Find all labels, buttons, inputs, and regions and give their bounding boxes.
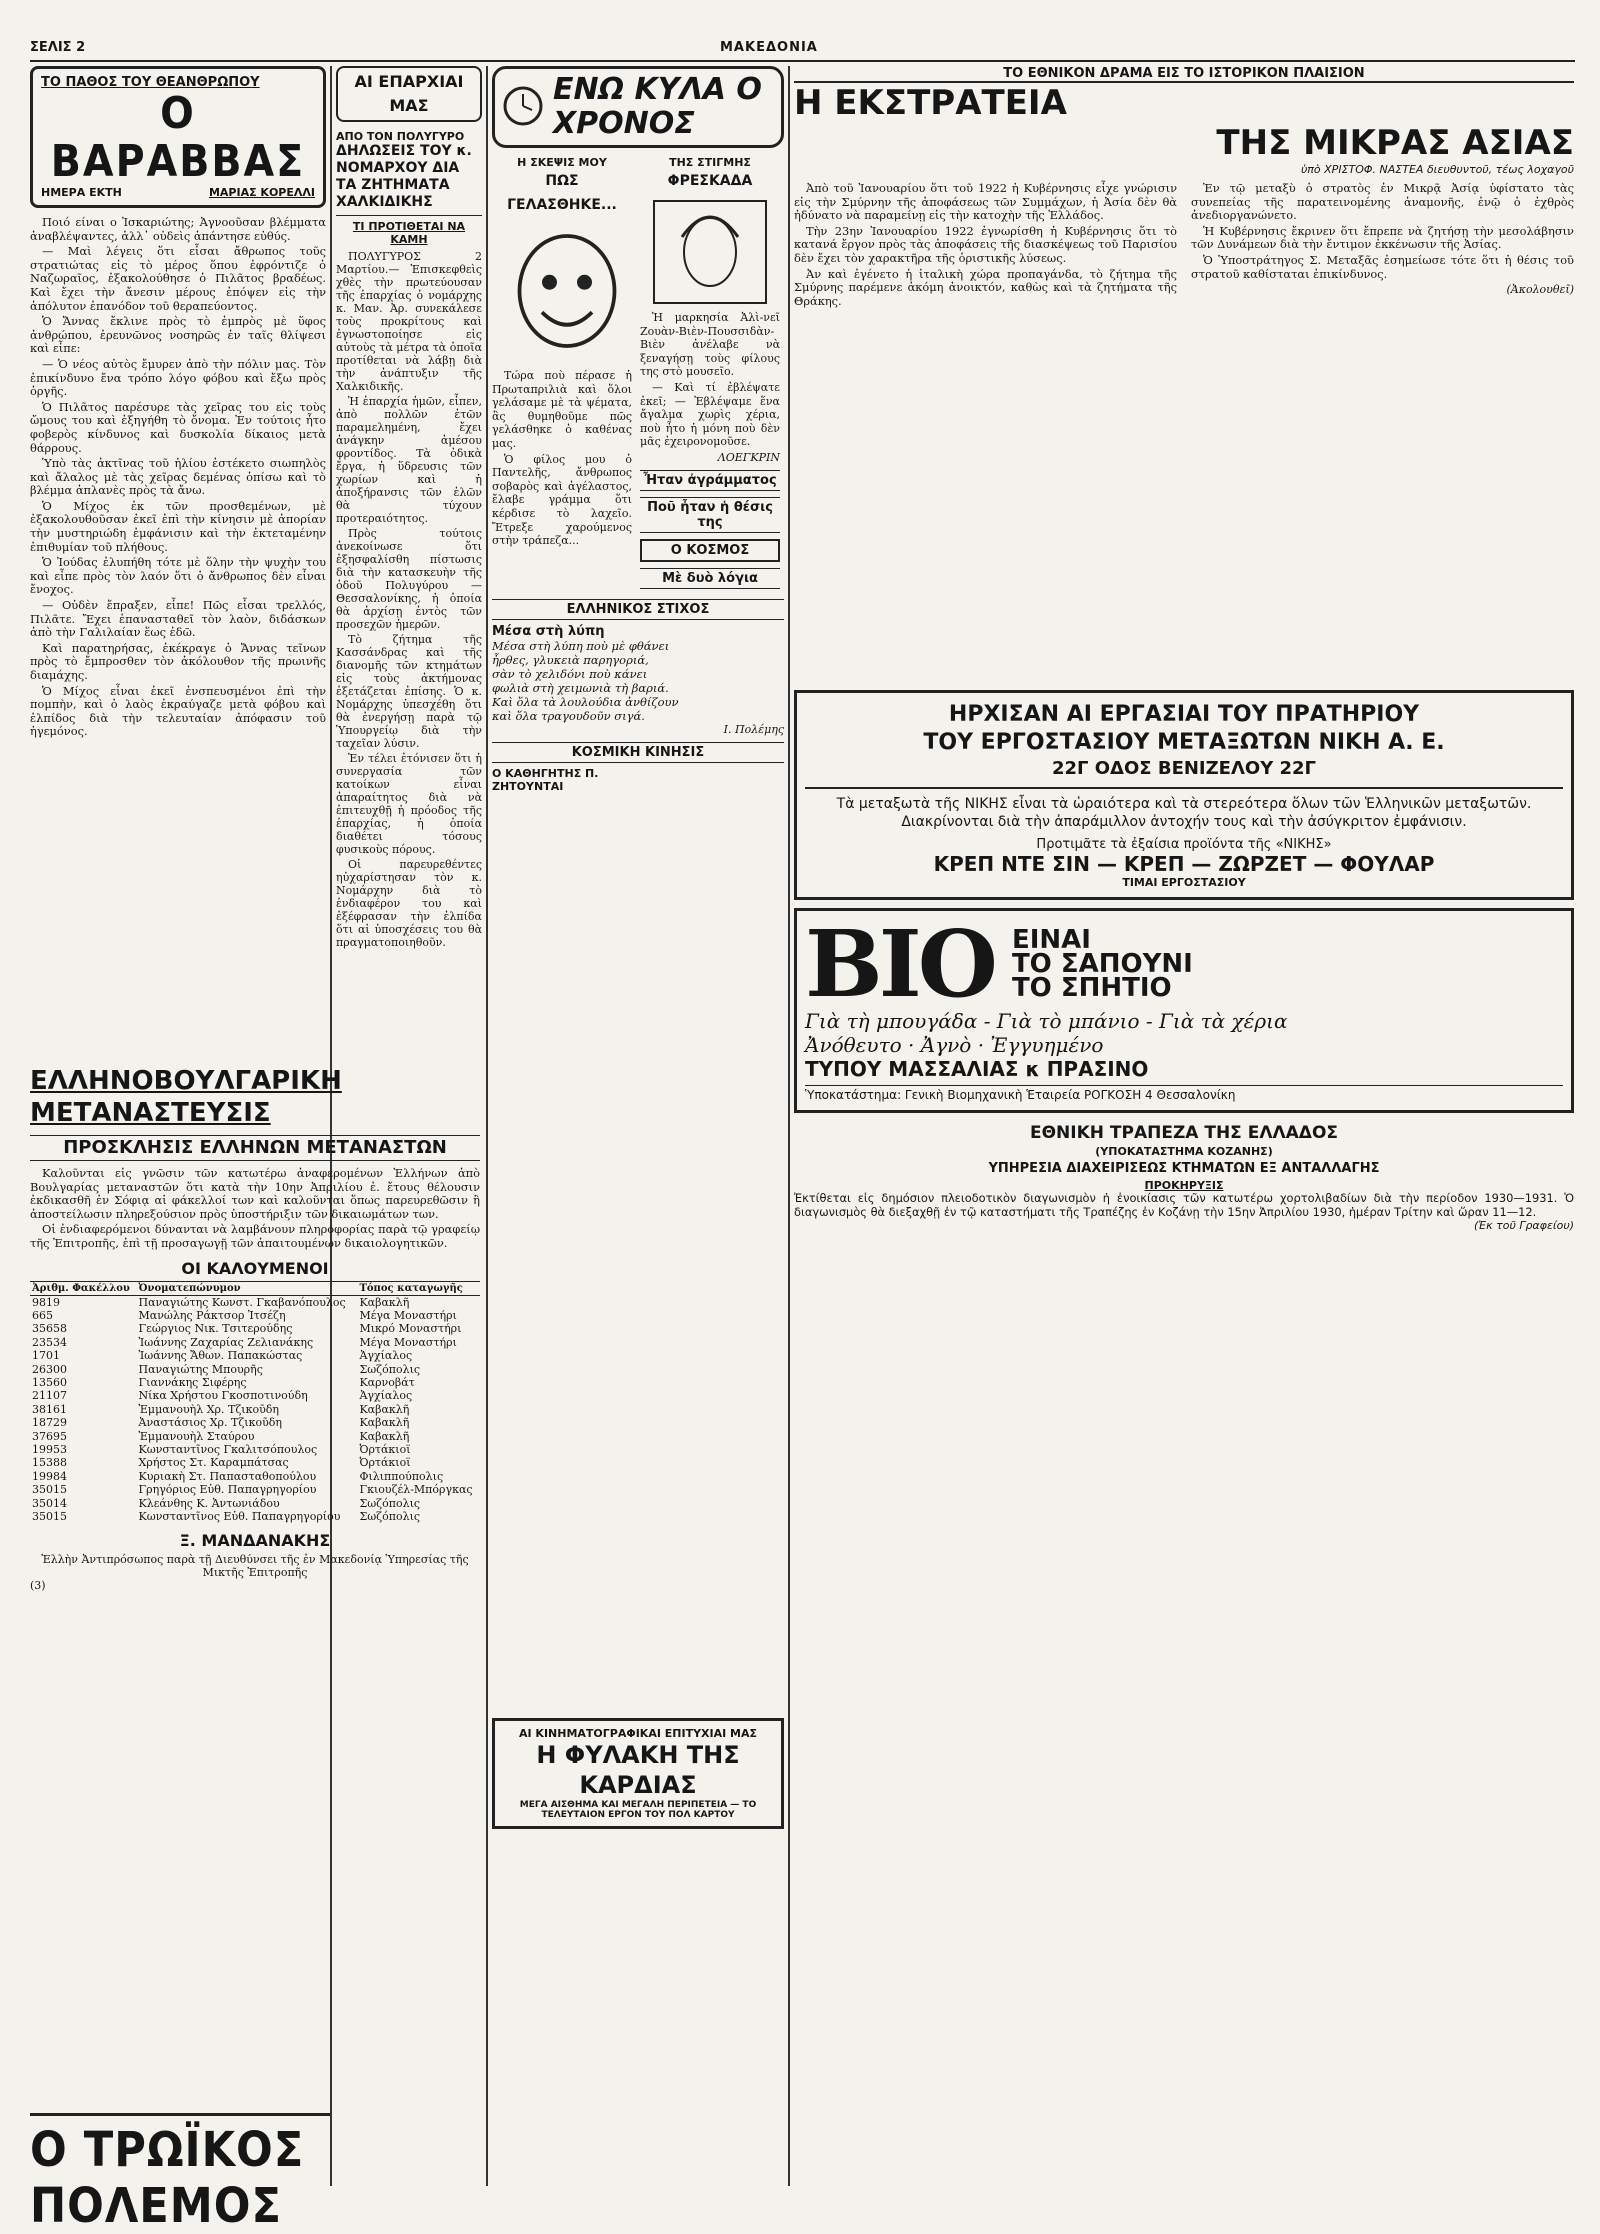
asia-kicker: ΤΟ ΕΘΝΙΚΟΝ ΔΡΑΜΑ ΕΙΣ ΤΟ ΙΣΤΟΡΙΚΟΝ ΠΛΑΙΣΙΟΝ bbox=[794, 66, 1574, 83]
table-cell: 19984 bbox=[32, 1469, 67, 1483]
table-cell: Ἀγχίαλος bbox=[359, 1389, 413, 1403]
table-cell: Ἀγχίαλος bbox=[359, 1349, 413, 1363]
table-cell: 23534 bbox=[32, 1335, 67, 1349]
table-row bbox=[30, 1295, 480, 1309]
table-row bbox=[30, 1456, 480, 1469]
barabbas-article bbox=[30, 216, 326, 1166]
niki-ad-line-1: ΗΡΧΙΣΑΝ ΑΙ ΕΡΓΑΣΙΑΙ ΤΟΥ ΠΡΑΤΗΡΙΟΥ bbox=[948, 702, 1420, 727]
moment-column bbox=[640, 156, 780, 593]
table-row bbox=[30, 1309, 480, 1322]
provinces-from: ΑΠΟ ΤΟΝ ΠΟΛΥΓΥΡΟ bbox=[336, 130, 465, 143]
barabbas-meta bbox=[41, 186, 315, 199]
paragraph: Ἡ ἐπαρχία ἡμῶν, εἶπεν, ἀπὸ πολλῶν ἐτῶν παραμελημένη, ἔχει ἀνάγκην ἀμέσου φροντίδος. Τὰ ὁδικὰ ἔργα, ἡ ὕδρευσις τῶν χωρίων καὶ ἡ ἀποξήρανσις τῶν ἑλῶν θὰ τύχουν προτεραιότητος. bbox=[336, 395, 482, 525]
migration-body bbox=[30, 1167, 480, 1251]
table-cell: Μέγα Μοναστήρι bbox=[359, 1335, 457, 1349]
niki-ad-text: Τὰ μεταξωτὰ τῆς ΝΙΚΗΣ εἶναι τὰ ὡραιότερα καὶ τὰ στερεότερα ὅλων τῶν Ἑλληνικῶν μεταξωτῶν. Διακρίνονται διὰ τὴν ἀπαράμιλλον ἀντοχήν τους καὶ τὴν ἀσύγκριτον ἐμφάνισιν. bbox=[805, 787, 1563, 831]
table-cell: Παναγιώτης Κωνστ. Γκαβανόπουλος bbox=[138, 1295, 346, 1309]
thought-article bbox=[492, 369, 632, 548]
paragraph: ΠΟΛΥΓΥΡΟΣ 2 Μαρτίου.— Ἐπισκεφθεὶς χθὲς τὴν πρωτεύουσαν τῆς ἐπαρχίας ὁ νομάρχης κ. Μαν. Ἀρ. συνεκάλεσε τοὺς προκρίτους καὶ ἐγνωστοποίησε εἰς αὐτοὺς τὰ μέτρα τὰ ὁποῖα προτίθεται νὰ λάβῃ διὰ τὴν ἀνάπτυξιν τῆς Χαλκιδικῆς. bbox=[336, 250, 482, 393]
table-cell: 35015 bbox=[32, 1510, 67, 1524]
paragraph: Τὸ ζήτημα τῆς Κασσάνδρας καὶ τῆς διανομῆς τῶν κτημάτων εἰς τοὺς ἀκτήμονας ἐξετάζεται ἐπίσης. Ὁ κ. Νομάρχης ὑπεσχέθη ὅτι θὰ ἐνεργήσῃ παρὰ τῷ Ὑπουργείῳ διὰ τὴν ταχεῖαν λύσιν. bbox=[336, 633, 482, 750]
table-cell: 38161 bbox=[32, 1402, 67, 1416]
time-header-box bbox=[492, 66, 784, 148]
table-cell: 13560 bbox=[32, 1376, 67, 1389]
moment-headline: ΦΡΕΣΚΑΔΑ bbox=[667, 173, 753, 189]
poem-line: ἦρθες, γλυκειὰ παρηγοριά, bbox=[492, 652, 649, 667]
table-cell: Κυριακὴ Στ. Παπασταθοπούλου bbox=[138, 1469, 317, 1483]
table-row bbox=[30, 1349, 480, 1362]
short-item-title: Ἦταν ἀγράμματος bbox=[640, 470, 780, 491]
page-number: ΣΕΛΙΣ 2 bbox=[30, 40, 86, 55]
table-header-row bbox=[30, 1281, 480, 1295]
niki-ad-products: ΚΡΕΠ ΝΤΕ ΣΙΝ — ΚΡΕΠ — ΖΩΡΖΕΤ — ΦΟΥΛΑΡ bbox=[933, 852, 1435, 876]
nomarch-article bbox=[336, 250, 482, 949]
table-cell: Μέγα Μοναστήρι bbox=[359, 1308, 457, 1322]
social-news-title: ΚΟΣΜΙΚΗ ΚΙΝΗΣΙΣ bbox=[492, 742, 784, 763]
table-cell: 1701 bbox=[32, 1349, 60, 1363]
table-cell: Καρνοβάτ bbox=[359, 1376, 415, 1389]
asia-titles bbox=[794, 83, 1574, 123]
column-header: Ἀριθμ. Φακέλλου bbox=[30, 1281, 137, 1295]
paragraph: — Μαὶ λέγεις ὅτι εἶσαι ἄθρωπος τοῦς στρατιώτας εἰς τὸ μέρος ὅπου ἐφρόντιζε ὁ Ναζωραῖος, ἐξακολούθησε ὁ Πιλᾶτος βραδέως. Καὶ ἔχει τὴν ἄνεσιν μέρους ἐπόψεν εἰς τὴν ἀπόλυτον ἐπανόδον τοῦ θεραπεύοντος. bbox=[30, 244, 326, 313]
poem-line: Καὶ ὅλα τὰ λουλούδια ἀνθίζουν bbox=[492, 694, 679, 709]
migration-subhead: ΠΡΟΣΚΛΗΣΙΣ ΕΛΛΗΝΩΝ ΜΕΤΑΝΑΣΤΩΝ bbox=[30, 1135, 480, 1161]
column-time bbox=[492, 66, 784, 2186]
bank-sign: (Ἐκ τοῦ Γραφείου) bbox=[1474, 1219, 1574, 1233]
bank-name: ΕΘΝΙΚΗ ΤΡΑΠΕΖΑ ΤΗΣ ΕΛΛΑΔΟΣ bbox=[1029, 1123, 1339, 1143]
table-cell: Σωζόπολις bbox=[359, 1510, 421, 1524]
table-cell: 19953 bbox=[32, 1443, 67, 1457]
provinces-header-box bbox=[336, 66, 482, 122]
paragraph: Τὴν 23ην Ἰανουαρίου 1922 ἐγνωρίσθη ἡ Κυβέρνησις ὅτι τὸ κατανά ἔργον πρὸς τὰς ἀποφάσεις τῆς διασκέψεως τοῦ Παρισίου δὲν ἔχει τὸν χαρακτῆρα τῆς ὁριστικῆς λύσεως. bbox=[794, 223, 1177, 265]
table-cell: Καβακλῆ bbox=[359, 1402, 410, 1416]
signer-name: Ξ. ΜΑΝΔΑΝΑΚΗΣ bbox=[179, 1531, 331, 1551]
thought-subhead: Η ΣΚΕΨΙΣ ΜΟΥ bbox=[517, 156, 607, 169]
poem-line: Μέσα στὴ λύπη ποὺ μὲ φθάνει bbox=[492, 638, 670, 653]
table-cell: Ὀρτάκιοϊ bbox=[359, 1443, 411, 1457]
niki-ad-line-2: ΤΟΥ ΕΡΓΟΣΤΑΣΙΟΥ ΜΕΤΑΞΩΤΩΝ ΝΙΚΗ Α. Ε. bbox=[923, 730, 1445, 755]
paragraph: Τώρα ποὺ πέρασε ἡ Πρωταπριλιὰ καὶ ὅλοι γελάσαμε μὲ τὰ ψέματα, ἂς θυμηθοῦμε πῶς γελάσθηκε ὁ καθένας μας. bbox=[492, 369, 632, 450]
bio-brand: BIO bbox=[805, 910, 994, 1018]
wanted-title: ΖΗΤΟΥΝΤΑΙ bbox=[492, 779, 564, 793]
table-cell: Μικρό Μοναστήρι bbox=[359, 1322, 462, 1336]
paragraph: Καὶ παρατηρήσας, ἐκέκραγε ὁ Ἄννας τεῖνων πρὸς τὸ ἔμπροσθεν τὸν ἀκόλουθον τῆς πρωινῆς διαμάχης. bbox=[30, 640, 326, 682]
moment-signature: ΛΟΕΓΚΡΙΝ bbox=[717, 450, 780, 464]
poem-signer: Ι. Πολέμης bbox=[723, 722, 784, 736]
asia-article bbox=[794, 182, 1574, 682]
paragraph: — Καὶ τί ἐβλέψατε ἐκεῖ; — Ἐβλέψαμε ἕνα ἄγαλμα χωρὶς χέρια, ποὺ ἦτο ἡ μόνη ποὺ δὲν μᾶς ἐχειρονομοῦσε. bbox=[640, 380, 780, 449]
paragraph: Ἀν καὶ ἐγένετο ἡ ἰταλικὴ χώρα προπαγάνδα, τὸ ζήτημα τῆς Σμύρνης παρέμενε ἀκόμη ἀνοικτόν, καθὼς καὶ τὰ ζητήματα τῆς Θράκης. bbox=[794, 266, 1177, 308]
paragraph: Πρὸς τούτοις ἀνεκοίνωσε ὅτι ἐξησφαλίσθη πίστωσις διὰ τὴν κατασκευὴν τῆς ὁδοῦ Πολυγύρου — Θεσσαλονίκης, ἡ ὁποία θὰ ἀρχίσῃ ἐντὸς τῶν προσεχῶν ἡμερῶν. bbox=[336, 527, 482, 631]
table-cell: 18729 bbox=[32, 1416, 67, 1430]
table-cell: Ἐμμανουὴλ Χρ. Τζικοῦδη bbox=[138, 1402, 279, 1416]
table-cell: Σωζόπολις bbox=[359, 1496, 421, 1510]
table-row bbox=[30, 1483, 480, 1496]
caricature-illustration bbox=[492, 221, 642, 361]
paragraph: Ὁ Μίχος εἶναι ἐκεῖ ἐνσπευσμένοι ἐπὶ τὴν πομπὴν, καὶ ὁ λαὸς ἐκραύγαζε μετὰ φόβου καὶ ἐλπίδος διὰ τὴν τελευταίαν ἀπόφασιν τοῦ ἡγεμόνος. bbox=[30, 683, 326, 739]
poem bbox=[492, 639, 784, 723]
table-row bbox=[30, 1322, 480, 1335]
niki-ad-prices: ΤΙΜΑΙ ΕΡΓΟΣΤΑΣΙΟΥ bbox=[1122, 876, 1246, 889]
signer-note: Ἐλλὴν Ἀντιπρόσωπος παρὰ τῇ Διευθύνσει τῆς ἐν Μακεδονίᾳ Ὑπηρεσίας τῆς Μικτῆς Ἐπιτροπῆς bbox=[41, 1553, 469, 1580]
paragraph: Ἐν τέλει ἐτόνισεν ὅτι ἡ συνεργασία τῶν κατοίκων εἶναι ἀπαραίτητος διὰ νὰ ἐπιτευχθῇ ἡ πρόοδος τῆς ἐπαρχίας, ἡ ὁποία διαθέτει τόσους φυσικοὺς πόρους. bbox=[336, 752, 482, 856]
migration-notice bbox=[30, 1065, 480, 2234]
thought-headline: ΠΩΣ ΓΕΛΑΣΘΗΚΕ... bbox=[507, 173, 617, 213]
column-rule bbox=[788, 66, 790, 2186]
film-ad-box bbox=[492, 1718, 784, 1829]
barabbas-author: ΜΑΡΙΑΣ ΚΟΡΕΛΛΙ bbox=[208, 186, 315, 199]
table-row bbox=[30, 1416, 480, 1429]
table-cell: Παναγιώτης Μπουρῆς bbox=[138, 1362, 263, 1376]
paragraph: Οἱ παρευρεθέντες ηὐχαρίστησαν τὸν κ. Νομάρχην διὰ τὸ ἐνδιαφέρον του καὶ ἐξέφρασαν τὴν ἐλπίδα ὅτι αἱ ὑποσχέσεις του θὰ πραγματοποιηθοῦν. bbox=[336, 858, 482, 949]
bank-service: ΥΠΗΡΕΣΙΑ ΔΙΑΧΕΙΡΙΣΕΩΣ ΚΤΗΜΑΤΩΝ ΕΞ ΑΝΤΑΛΛΑΓΗΣ bbox=[988, 1161, 1380, 1176]
clock-face-icon bbox=[501, 78, 545, 136]
table-cell: Ἰωάννης Ἄθων. Παπακώστας bbox=[138, 1349, 303, 1363]
newspaper-name: ΜΑΚΕΔΟΝΙΑ bbox=[720, 40, 818, 55]
paragraph: Ὑπὸ τὰς ἀκτῖνας τοῦ ἡλίου ἐστέκετο σιωπηλὸς καὶ ἄλαλος μὲ τὰς χεῖρας δεμένας ὁπίσω καὶ τὸ βλέμμα ἀπλανὲς πρὸς τὰ ἄνω. bbox=[30, 456, 326, 498]
table-cell: 35015 bbox=[32, 1483, 67, 1497]
paragraph: Ἡ μαρκησία Ἀλὶ-νεῖ Ζουὰν-Βιὲν-Πουσσιδὰν-Βιὲν ἀνέλαβε νὰ ξεναγήσῃ τοὺς φίλους της στὸ μουσεῖο. bbox=[640, 311, 780, 379]
table-cell: 21107 bbox=[32, 1389, 67, 1403]
paragraph: Ὁ Ἰούδας ἐλυπήθη τότε μὲ ὅλην τὴν ψυχὴν του καὶ εἶπε πρὸς τὸν λαόν ὅτι ὁ ἄνθρωπος δὲν εἶναι ἔνοχος. bbox=[30, 555, 326, 597]
bio-slogan-1: ΕΙΝΑΙ bbox=[1011, 925, 1091, 955]
paragraph: Ὁ Μίχος ἐκ τῶν προσθεμένων, μὲ ἐξακολουθοῦσαν ἐκεῖ ἐπὶ τὴν κίνησιν μὲ ἀπορίαν τὴν μυστηριώδη ἐμφάνισιν καὶ τὴν ἐκτεταμένην ἐπιθυμίαν τοῦ πλήθους. bbox=[30, 498, 326, 554]
table-cell: 665 bbox=[32, 1308, 53, 1322]
bio-tagline: Γιὰ τὴ μπουγάδα - Γιὰ τὸ μπάνιο - Γιὰ τὰ χέρια bbox=[805, 1009, 1288, 1033]
table-cell: 37695 bbox=[32, 1429, 67, 1443]
table-cell: Σωζόπολις bbox=[359, 1362, 421, 1376]
time-title: ΕΝΩ ΚΥΛΑ Ο ΧΡΟΝΟΣ bbox=[553, 72, 762, 141]
kosmos-header: Ο ΚΟΣΜΟΣ bbox=[640, 539, 780, 562]
poem-line: φωλιὰ στὴ χειμωνιὰ τὴ βαριά. bbox=[492, 680, 669, 695]
paragraph: Ὁ Πιλᾶτος παρέσυρε τὰς χεῖρας του εἰς τοὺς ὤμους του καὶ ἐξηγήθη τὸ ὄνομα. Ἐν τούτοις ἦτο φοβερὸς κίνδυνος καὶ δυσκολία δίκαιος μετὰ θάρρους. bbox=[30, 399, 326, 455]
table-cell: Νίκα Χρήστου Γκοσποτινούδη bbox=[138, 1389, 308, 1403]
column-header: Τόπος καταγωγῆς bbox=[357, 1281, 480, 1295]
film-ad-note: ΜΕΓΑ ΑΙΣΘΗΜΑ ΚΑΙ ΜΕΓΑΛΗ ΠΕΡΙΠΕΤΕΙΑ — ΤΟ ΤΕΛΕΥΤΑΙΟΝ ΕΡΓΟΝ ΤΟΥ ΠΟΛ ΚΑΡΤΟΥ bbox=[519, 1800, 757, 1820]
called-persons-table bbox=[30, 1281, 480, 1524]
paragraph: Ἀπὸ τοῦ Ἰανουαρίου ὅτι τοῦ 1922 ἡ Κυβέρνησις εἶχε γνώρισιν εἰς τὴν Σμύρνην τῆς ἀποφάσεως τῶν Συμμάχων, ἡ Ἀσία δὲν θὰ ἠδύνατο νὰ παραμείνῃ εἰς τὴν κατοχὴν τῆς Ἑλλάδος. bbox=[794, 181, 1177, 223]
paragraph: — Οὐδὲν ἔπραξεν, εἶπε! Πῶς εἶσαι τρελλός, Πιλᾶτε. Ἔχει ἐπανασταθεῖ τὸν λαὸν, διδάσκων ἀπὸ τὴν Γαλιλαίαν ἕως ἐδῶ. bbox=[30, 598, 326, 640]
paragraph: Ἡ Κυβέρνησις ἔκρινεν ὅτι ἔπρεπε νὰ ζητήσῃ τὴν μεσολάβησιν τῶν Δυνάμεων διὰ τὴν ἔντιμον ἐκκένωσιν τῆς Ἀσίας. bbox=[1191, 223, 1574, 252]
table-row bbox=[30, 1510, 480, 1523]
column-header: Ὀνοματεπώνυμον bbox=[137, 1281, 358, 1295]
time-columns bbox=[492, 156, 784, 593]
called-table-title: ΟΙ ΚΑΛΟΥΜΕΝΟΙ bbox=[181, 1258, 329, 1278]
film-ad-title: Η ΦΥΛΑΚΗ ΤΗΣ ΚΑΡΔΙΑΣ bbox=[536, 1741, 740, 1799]
table-row bbox=[30, 1376, 480, 1389]
table-cell: Κωνσταντῖνος Γκαλιτσόπουλος bbox=[138, 1443, 318, 1457]
asia-byline: ὑπὸ ΧΡΙΣΤΟΦ. ΝΑΣΤΕΑ διευθυντοῦ, τέως λοχαγοῦ bbox=[1300, 163, 1574, 176]
table-cell: Κωνσταντῖνος Εὐθ. Παπαγρηγορίου bbox=[138, 1510, 341, 1524]
paragraph: Οἱ ἐνδιαφερόμενοι δύνανται νὰ λαμβάνουν πληροφορίας παρὰ τῷ γραφείῳ τῆς Ἐπιτροπῆς, ἐπὶ τῇ προσαγωγῇ τῶν ἀπαιτουμένων δικαιολογητικῶν. bbox=[30, 1222, 480, 1250]
table-row bbox=[30, 1403, 480, 1416]
paragraph: Ὁ φίλος μου ὁ Παντελῆς, ἄνθρωπος σοβαρὸς καὶ ἀγέλαστος, ἔλαβε γράμμα ὅτι κέρδισε τὸ λαχεῖο. Ἔτρεξε χαρούμενος στὴν τράπεζα... bbox=[492, 452, 632, 548]
column-asia-minor bbox=[794, 66, 1574, 2186]
film-ad-subhead: ΑΙ ΚΙΝΗΜΑΤΟΓΡΑΦΙΚΑΙ ΕΠΙΤΥΧΙΑΙ ΜΑΣ bbox=[518, 1727, 758, 1740]
professor-title: Ο ΚΑΘΗΓΗΤΗΣ Π. bbox=[492, 766, 599, 780]
bank-notice bbox=[794, 1121, 1574, 1232]
poem-line: σὰν τὸ χελιδόνι ποὺ κάνει bbox=[492, 666, 648, 681]
table-cell: Ἀναστάσιος Χρ. Τζικοῦδη bbox=[138, 1416, 283, 1430]
bio-tagline-2: Ἀνόθευτο · Ἀγνὸ · Ἐγγυημένο bbox=[805, 1033, 1104, 1057]
woman-portrait-illustration bbox=[650, 197, 770, 307]
poem-line: καὶ ὅλα τραγουδοῦν σιγά. bbox=[492, 708, 645, 723]
bio-type: ΤΥΠΟΥ ΜΑΣΣΑΛΙΑΣ κ ΠΡΑΣΙΝΟ bbox=[805, 1057, 1149, 1081]
table-cell: Κλεάνθης Κ. Ἀντωνιάδου bbox=[138, 1496, 280, 1510]
column-rule bbox=[486, 66, 488, 2186]
table-cell: 15388 bbox=[32, 1456, 67, 1470]
table-row bbox=[30, 1497, 480, 1510]
niki-ad-prefer: Προτιμᾶτε τὰ ἐξαίσια προϊόντα τῆς «ΝΙΚΗΣ» bbox=[1036, 837, 1332, 852]
thought-column bbox=[492, 156, 632, 593]
provinces-header: ΑΙ ΕΠΑΡΧΙΑΙ ΜΑΣ bbox=[354, 72, 464, 115]
table-cell: 35014 bbox=[32, 1496, 67, 1510]
barabbas-title: Ο ΒΑΡΑΒΒΑΣ bbox=[50, 88, 306, 187]
table-cell: Ἰωάννης Ζαχαρίας Ζελιανάκης bbox=[138, 1335, 314, 1349]
table-cell: Καβακλῆ bbox=[359, 1295, 410, 1309]
bio-slogan-3: ΤΟ ΣΠΗΤΙΟ bbox=[1011, 973, 1172, 1003]
table-row bbox=[30, 1363, 480, 1376]
column-provinces bbox=[336, 66, 482, 1056]
paragraph: Καλοῦνται εἰς γνῶσιν τῶν κατωτέρω ἀναφερομένων Ἑλλήνων ἀπὸ Βουλγαρίας μεταναστῶν ὅτι κατὰ τὴν 10ην Ἀπριλίου ἐ. ἔτους θέλουσιν ἐκδικασθῆ ἐν Σόφιᾳ αἱ φάκελλοί των καὶ καλοῦνται ὅπως παρευρεθῶσιν ἢ ἀποστείλωσιν πληρεξούσιον πρὸς ὑποστήριξιν τῶν δικαιωμάτων των. bbox=[30, 1166, 480, 1221]
table-row bbox=[30, 1430, 480, 1443]
short-item-title: Μὲ δυὸ λόγια bbox=[640, 568, 780, 589]
paragraph: Ὁ Ἄννας ἔκλινε πρὸς τὸ ἐμπρὸς μὲ ὕφος ἀνθρώπου, ἐρευνῶνος νοσηρῶς ἐν ταῖς θλίψεσι καὶ εἶπε: bbox=[30, 314, 326, 356]
film-ad bbox=[492, 1710, 784, 1840]
table-row bbox=[30, 1336, 480, 1349]
paragraph: Ὁ Ὑποστράτηγος Σ. Μεταξᾶς ἐσημείωσε τότε ὅτι ἡ θέσις τοῦ στρατοῦ καθίσταται ἐπικίνδυνος. bbox=[1191, 252, 1574, 281]
continued-marker: (Ἀκολουθεῖ) bbox=[1506, 283, 1574, 297]
table-cell: Γιαννάκης Σιφέρης bbox=[138, 1376, 247, 1389]
table-cell: Γκιουζέλ-Μπόργκας bbox=[359, 1483, 473, 1497]
bio-soap-ad bbox=[794, 908, 1574, 1113]
table-cell: Χρήστος Στ. Καραμπάτσας bbox=[138, 1456, 289, 1470]
table-body bbox=[30, 1295, 480, 1523]
nomarch-headline: ΔΗΛΩΣΕΙΣ ΤΟΥ κ. ΝΟΜΑΡΧΟΥ ΔΙΑ ΤΑ ΖΗΤΗΜΑΤΑ ΧΑΛΚΙΔΙΚΗΣ bbox=[336, 143, 482, 216]
table-cell: 35658 bbox=[32, 1322, 67, 1336]
ad-number: (3) bbox=[30, 1579, 46, 1593]
bank-body: Ἐκτίθεται εἰς δημόσιον πλειοδοτικὸν διαγωνισμὸν ἡ ἐνοικίασις τῶν κατωτέρω χορτολιβαδίων διὰ τὴν περίοδον 1930—1931. Ὁ διαγωνισμὸς θὰ διεξαχθῇ ἐν τῷ καταστήματι τῆς Τραπέζης ἐν Κοζάνῃ τὴν 15ην Ἀπριλίου 1930, ἡμέραν Τρίτην καὶ ὥραν 11—12. bbox=[794, 1191, 1574, 1219]
paragraph: — Ὁ νέος αὐτὸς ἔμυρεν ἀπὸ τὴν πόλιν μας. Τὸν ἐπικίνδυνο ἔνα τρόπο λόγο φόβου καὶ ἔξω πρὸς ὀργῆς. bbox=[30, 356, 326, 399]
table-row bbox=[30, 1389, 480, 1402]
barabbas-headline-box bbox=[30, 66, 326, 208]
bank-branch: (ΥΠΟΚΑΤΑΣΤΗΜΑ ΚΟΖΑΝΗΣ) bbox=[1095, 1145, 1273, 1158]
table-cell: Μανώλης Ράκτσορ Ἰτσέζη bbox=[138, 1308, 286, 1322]
table-cell: 9819 bbox=[32, 1295, 60, 1309]
table-cell: 26300 bbox=[32, 1362, 67, 1376]
niki-silk-ad bbox=[794, 690, 1574, 900]
barabbas-day: ΗΜΕΡΑ ΕΚΤΗ bbox=[41, 186, 122, 199]
table-cell: Ὀρτάκιοϊ bbox=[359, 1456, 411, 1470]
bio-header bbox=[805, 910, 1563, 1018]
nomarch-subhead: ΤΙ ΠΡΟΤΙΘΕΤΑΙ ΝΑ ΚΑΜΗ bbox=[352, 220, 466, 246]
bio-agent: Ὑποκατάστημα: Γενικὴ Βιομηχανικὴ Ἑταιρεία ΡΟΓΚΟΣΗ 4 Θεσσαλονίκη bbox=[805, 1085, 1563, 1102]
asia-title-2: ΤΗΣ ΜΙΚΡΑΣ ΑΣΙΑΣ bbox=[1216, 123, 1574, 163]
bio-slogan-2: ΤΟ ΣΑΠΟΥΝΙ bbox=[1011, 949, 1193, 979]
table-cell: Ἐμμανουὴλ Σταύρου bbox=[138, 1429, 255, 1443]
table-row bbox=[30, 1443, 480, 1456]
moment-subhead: ΤΗΣ ΣΤΙΓΜΗΣ bbox=[669, 156, 751, 169]
niki-ad-address: 22Γ ΟΔΟΣ ΒΕΝΙΖΕΛΟΥ 22Γ bbox=[1051, 758, 1317, 779]
trojan-war-title: Ο ΤΡΩΪΚΟΣ ΠΟΛΕΜΟΣ bbox=[30, 2113, 330, 2234]
masthead bbox=[30, 38, 1575, 62]
table-row bbox=[30, 1470, 480, 1483]
poem-section-title: ΕΛΛΗΝΙΚΟΣ ΣΤΙΧΟΣ bbox=[492, 599, 784, 620]
bio-slogan bbox=[1011, 925, 1193, 1003]
table-cell: Καβακλῆ bbox=[359, 1416, 410, 1430]
table-cell: Φιλιππούπολις bbox=[359, 1469, 444, 1483]
moment-article bbox=[640, 311, 780, 449]
table-cell: Καβακλῆ bbox=[359, 1429, 410, 1443]
short-item-title: Ποῦ ἦταν ἡ θέσις της bbox=[640, 497, 780, 533]
paragraph: Ἐν τῷ μεταξὺ ὁ στρατὸς ἐν Μικρᾷ Ἀσίᾳ ὑφίστατο τὰς συνεπείας τῆς παρατεινομένης ἀναμονῆς, ἐνῷ ὁ ἐχθρὸς ἀνεδιοργανώνετο. bbox=[1191, 181, 1574, 223]
table-cell: Γρηγόριος Εὐθ. Παπαγρηγορίου bbox=[138, 1483, 317, 1497]
bank-announcement: ΠΡΟΚΗΡΥΞΙΣ bbox=[1144, 1179, 1224, 1192]
migration-headline: ΕΛΛΗΝΟΒΟΥΛΓΑΡΙΚΗ ΜΕΤΑΝΑΣΤΕΥΣΙΣ bbox=[30, 1066, 342, 1128]
paragraph: Ποιό είναι ο Ἰσκαριώτης; Ἀγνοοῦσαν βλέμματα ἀναβλέψαντες, ἀλλ᾽ οὐδεὶς ἀπάντησε εὐθύς. bbox=[30, 215, 326, 243]
barabbas-kicker: ΤΟ ΠΑΘΟΣ ΤΟΥ ΘΕΑΝΘΡΩΠΟΥ bbox=[41, 75, 260, 90]
poem-title: Μέσα στὴ λύπη bbox=[492, 623, 605, 639]
table-cell: Γεώργιος Νικ. Τσιτερούδης bbox=[138, 1322, 293, 1336]
asia-title-1: Η ΕΚΣΤΡΑΤΕΙΑ bbox=[794, 83, 1067, 123]
